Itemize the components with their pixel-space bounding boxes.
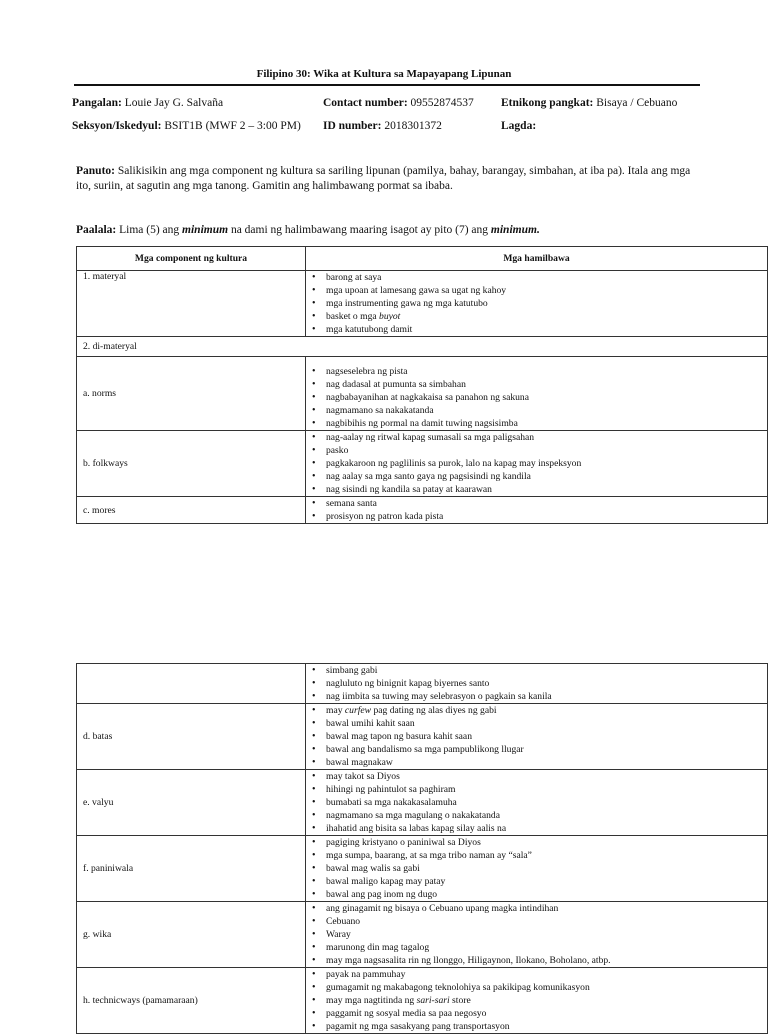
row-label: 1. materyal bbox=[77, 271, 306, 337]
example-list bbox=[326, 704, 767, 769]
row-label: e. valyu bbox=[77, 770, 306, 836]
list-item: • Waray bbox=[326, 928, 767, 941]
row-label: d. batas bbox=[77, 704, 306, 770]
list-item: • may takot sa Diyos bbox=[326, 770, 767, 783]
example-list bbox=[326, 902, 767, 967]
culture-table-part2 bbox=[76, 663, 768, 1034]
list-item: • bawal ang bandalismo sa mga pampublikong llugar bbox=[326, 743, 767, 756]
list-item: • bawal mag walis sa gabi bbox=[326, 862, 767, 875]
list-item: • bawal umihi kahit saan bbox=[326, 717, 767, 730]
table-row bbox=[77, 664, 768, 704]
row-label: g. wika bbox=[77, 902, 306, 968]
list-item: • bumabati sa mga nakakasalamuha bbox=[326, 796, 767, 809]
table-row bbox=[77, 337, 768, 357]
row-label: a. norms bbox=[77, 357, 306, 431]
row-label: c. mores bbox=[77, 497, 306, 524]
paalala-paragraph: Paalala: Lima (5) ang minimum na dami ng halimbawang maaring isagot ay pito (7) ang minimum. bbox=[76, 224, 540, 236]
list-item: • hihingi ng pahintulot sa paghiram bbox=[326, 783, 767, 796]
list-item: • nagmamano sa nakakatanda bbox=[326, 404, 767, 417]
etniko-field: Etnikong pangkat: Bisaya / Cebuano bbox=[501, 97, 678, 109]
id-field: ID number: 2018301372 bbox=[323, 120, 442, 132]
list-item: • nag-aalay ng ritwal kapag sumasali sa mga paligsahan bbox=[326, 431, 767, 444]
lagda-field: Lagda: bbox=[501, 120, 537, 132]
list-item: • bawal ang pag inom ng dugo bbox=[326, 888, 767, 901]
list-item: • may mga nagsasalita rin ng llonggo, Hiligaynon, Ilokano, Boholano, atbp. bbox=[326, 954, 767, 967]
list-item: • Cebuano bbox=[326, 915, 767, 928]
list-item: • nag aalay sa mga santo gaya ng pagsisindi ng kandila bbox=[326, 470, 767, 483]
list-item: • nag sisindi ng kandila sa patay at kaarawan bbox=[326, 483, 767, 496]
table-row bbox=[77, 902, 768, 968]
list-item: • pasko bbox=[326, 444, 767, 457]
table-row bbox=[77, 704, 768, 770]
row-label: 2. di-materyal bbox=[77, 337, 768, 357]
list-item: • may mga nagtitinda ng sari-sari store bbox=[326, 994, 767, 1007]
table-row bbox=[77, 497, 768, 524]
list-item: • mga instrumenting gawa ng mga katutubo bbox=[326, 297, 767, 310]
document-title: Filipino 30: Wika at Kultura sa Mapayapang Lipunan bbox=[256, 68, 512, 80]
list-item: • bawal maligo kapag may patay bbox=[326, 875, 767, 888]
col-header-examples: Mga hamilbawa bbox=[306, 247, 768, 271]
seksyon-field: Seksyon/Iskedyul: BSIT1B (MWF 2 – 3:00 PM) bbox=[72, 120, 301, 132]
row-label: f. paniniwala bbox=[77, 836, 306, 902]
contact-field: Contact number: 09552874537 bbox=[323, 97, 474, 109]
list-item: • bawal mag tapon ng basura kahit saan bbox=[326, 730, 767, 743]
row-label: h. technicways (pamamaraan) bbox=[77, 968, 306, 1034]
list-item: • nagbibihis ng pormal na damit tuwing nagsisimba bbox=[326, 417, 767, 430]
example-list bbox=[326, 431, 767, 496]
table-row bbox=[77, 431, 768, 497]
list-item: • nag iimbita sa tuwing may selebrasyon o pagkain sa kanila bbox=[326, 690, 767, 703]
example-list bbox=[326, 968, 767, 1033]
list-item: • marunong din mag tagalog bbox=[326, 941, 767, 954]
list-item: • mga upoan at lamesang gawa sa ugat ng kahoy bbox=[326, 284, 767, 297]
row-label bbox=[77, 664, 306, 704]
list-item: • paggamit ng sosyal media sa paa negosyo bbox=[326, 1007, 767, 1020]
list-item: • nagbabayanihan at nagkakaisa sa panahon ng sakuna bbox=[326, 391, 767, 404]
list-item: • nag dadasal at pumunta sa simbahan bbox=[326, 378, 767, 391]
example-list bbox=[326, 836, 767, 901]
title-divider bbox=[74, 84, 700, 86]
col-header-components: Mga component ng kultura bbox=[77, 247, 306, 271]
list-item: • nagmamano sa mga magulang o nakakatanda bbox=[326, 809, 767, 822]
list-item: • nagluluto ng binignit kapag biyernes santo bbox=[326, 677, 767, 690]
list-item: • barong at saya bbox=[326, 271, 767, 284]
list-item: • mga sumpa, baarang, at sa mga tribo naman ay “sala” bbox=[326, 849, 767, 862]
table-header-row bbox=[77, 247, 768, 271]
panuto-paragraph: Panuto: Salikisikin ang mga component ng kultura sa sariling lipunan (pamilya, bahay, barangay, simbahan, at iba pa). Itala ang mga ito, suriin, at sagutin ang mga tanong. Gamitin ang halimbawang pormat sa ibaba. bbox=[76, 165, 691, 192]
list-item: • pagiging kristyano o paniniwal sa Diyos bbox=[326, 836, 767, 849]
example-list bbox=[326, 365, 767, 430]
pangalan-field: Pangalan: Louie Jay G. Salvaña bbox=[72, 97, 224, 109]
list-item: • may curfew pag dating ng alas diyes ng gabi bbox=[326, 704, 767, 717]
list-item: • ihahatid ang bisita sa labas kapag silay aalis na bbox=[326, 822, 767, 835]
culture-table-part1 bbox=[76, 246, 768, 524]
list-item: • bawal magnakaw bbox=[326, 756, 767, 769]
list-item: • mga katutubong damit bbox=[326, 323, 767, 336]
list-item: • pagkakaroon ng paglilinis sa purok, lalo na kapag may inspeksyon bbox=[326, 457, 767, 470]
list-item: • nagseselebra ng pista bbox=[326, 365, 767, 378]
example-list bbox=[326, 664, 767, 703]
list-item: • pagamit ng mga sasakyang pang transportasyon bbox=[326, 1020, 767, 1033]
example-list bbox=[326, 271, 767, 336]
list-item: • gumagamit ng makabagong teknolohiya sa pakikipag komunikasyon bbox=[326, 981, 767, 994]
list-item: • payak na pammuhay bbox=[326, 968, 767, 981]
list-item: • ang ginagamit ng bisaya o Cebuano upang magka intindihan bbox=[326, 902, 767, 915]
example-list bbox=[326, 770, 767, 835]
row-label: b. folkways bbox=[77, 431, 306, 497]
list-item: • semana santa bbox=[326, 497, 767, 510]
table-row bbox=[77, 271, 768, 337]
table-row bbox=[77, 836, 768, 902]
list-item: • simbang gabi bbox=[326, 664, 767, 677]
list-item: • basket o mga buyot bbox=[326, 310, 767, 323]
table-row bbox=[77, 770, 768, 836]
table-row bbox=[77, 357, 768, 431]
example-list bbox=[326, 497, 767, 523]
list-item: • prosisyon ng patron kada pista bbox=[326, 510, 767, 523]
